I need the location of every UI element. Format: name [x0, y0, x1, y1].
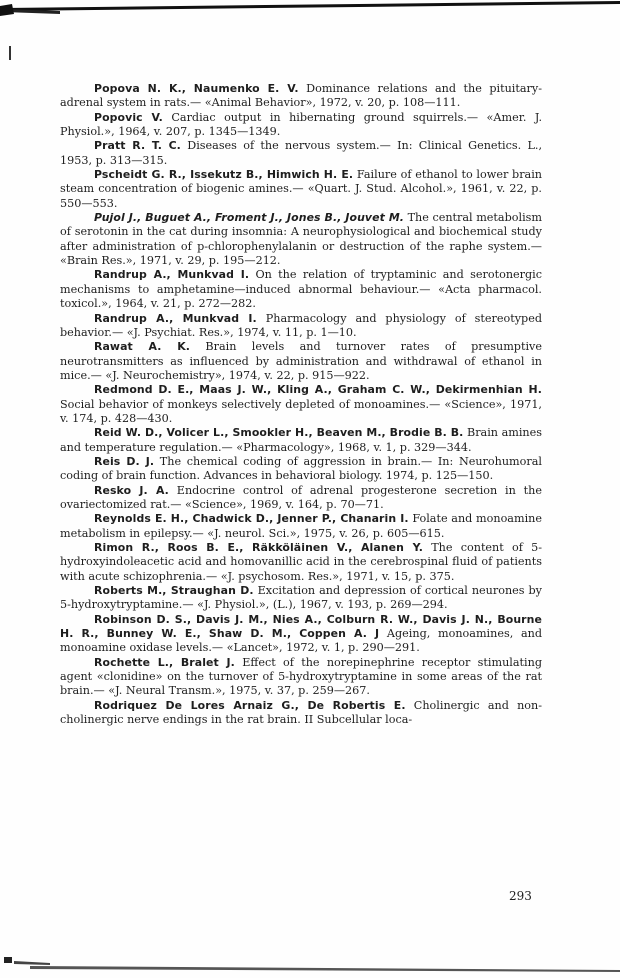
reference-text: Brain levels and turnover rates of presumptive neurotransmitters as influenced by administration and withdrawal of ethanol in mice.— «J. Neurochemistry», 1974, v. 22, p. 915—922.: [60, 340, 542, 382]
reference-entry: [60, 512, 542, 541]
reference-text: Folate and monoamine metabolism in epilepsy.— «J. neurol. Sci.», 1975, v. 26, p. 605—615.: [60, 512, 542, 540]
reference-authors: Randrup A., Munkvad I.: [94, 268, 250, 282]
reference-text: Pharmacology and physiology of stereotyped behavior.— «J. Psychiat. Res.», 1974, v. 11, p. 1—10.: [60, 311, 542, 339]
reference-entry: [60, 541, 542, 584]
reference-entry: [60, 139, 542, 168]
reference-authors: Rodriquez De Lores Arnaiz G., De Robertis E.: [94, 698, 406, 712]
reference-text: Excitation and depression of cortical neurones by 5-hydroxytryptamine.— «J. Physiol.», (L.), 1967, v. 193, p. 269—294.: [60, 584, 542, 612]
margin-mark: [9, 46, 11, 60]
reference-entry: [60, 383, 542, 426]
reference-authors: Pujol J., Buguet A., Froment J., Jones B., Jouvet M.: [94, 211, 404, 225]
reference-entry: [60, 584, 542, 613]
reference-text: Endocrine control of adrenal progesterone secretion in the ovariectomized rat.— «Science», 1969, v. 164, p. 70—71.: [60, 483, 543, 511]
reference-entry: [60, 111, 542, 140]
reference-authors: Roberts M., Straughan D.: [94, 584, 254, 598]
reference-authors: Redmond D. E., Maas J. W., Kling A., Graham C. W., Dekirmenhian H.: [94, 383, 542, 397]
reference-entry: [60, 699, 542, 728]
reference-text: Brain amines and temperature regulation.— «Pharmacology», 1968, v. 1, p. 329—344.: [60, 426, 542, 454]
reference-text: Cholinergic and non-cholinergic nerve endings in the rat brain. II Subcellular loca-: [60, 698, 542, 727]
reference-entry: [60, 656, 542, 699]
reference-text: Effect of the norepinephrine receptor stimulating agent «clonidine» on the turnover of 5-hydroxytryptamine in some areas of the rat brain.— «J. Neural Transm.», 1975, v. 37, p. 259—267.: [60, 655, 542, 698]
reference-authors: Popova N. K., Naumenko E. V.: [94, 82, 299, 95]
reference-authors: Reynolds E. H., Chadwick D., Jenner P., Chanarin I.: [94, 512, 409, 526]
reference-entry: [60, 211, 542, 268]
reference-authors: Pscheidt G. R., Issekutz B., Himwich H. E.: [94, 168, 354, 182]
reference-entry: [60, 455, 542, 484]
reference-authors: Rawat A. K.: [94, 340, 190, 354]
reference-authors: Reis D. J.: [94, 454, 155, 468]
reference-text: The chemical coding of aggression in brain.— In: Neurohumoral coding of brain function. Advances in behavioral biology. 1974, p. 125—150.: [60, 454, 542, 483]
page-number: 293: [509, 889, 532, 903]
reference-entry: [60, 340, 542, 383]
reference-authors: Reid W. D., Volicer L., Smookler H., Beaven M., Brodie B. B.: [94, 426, 464, 440]
reference-authors: Robinson D. S., Davis J. M., Nies A., Colburn R. W., Davis J. N., Bourne H. R., Bunney W. E., Shaw D. M., Coppen A. J: [60, 612, 542, 641]
reference-text: On the relation of tryptaminic and serotonergic mechanisms to amphetamine—induced abnormal behaviour.— «Acta pharmacol. toxicol.», 1964, v. 21, p. 272—282.: [60, 268, 542, 311]
reference-authors: Resko J. A.: [94, 483, 169, 497]
reference-entry: [60, 484, 542, 513]
reference-authors: Randrup A., Munkvad I.: [94, 311, 257, 325]
reference-text: Failure of ethanol to lower brain steam concentration of biogenic amines.— «Quart. J. Stud. Alcohol.», 1961, v. 22, p. 550—553.: [60, 168, 542, 210]
reference-text: Diseases of the nervous system.— In: Clinical Genetics. L., 1953, p. 313—315.: [60, 139, 543, 167]
references-list: [60, 82, 542, 727]
reference-entry: [60, 268, 542, 311]
reference-entry: [60, 426, 542, 455]
reference-text: The central metabolism of serotonin in the cat during insomnia: A neurophysiological and biochemical study after administration of p-chlorophenylalanin or destruction of the raphe system.— «Brain Res.», 1971, v. 29, p. 195—212.: [60, 211, 542, 268]
reference-entry: [60, 82, 542, 111]
reference-authors: Rochette L., Bralet J.: [94, 655, 235, 669]
reference-text: Ageing, monoamines, and monoamine oxidase levels.— «Lancet», 1972, v. 1, p. 290—291.: [60, 627, 542, 655]
reference-authors: Popovic V.: [94, 110, 163, 124]
reference-text: Social behavior of monkeys selectively depleted of monoamines.— «Science», 1971, v. 174, p. 428—430.: [60, 397, 542, 425]
reference-text: The content of 5-hydroxyindoleacetic acid and homovanillic acid in the cerebrospinal fluid of patients with acute schizophrenia.— «J. psychosom. Res.», 1971, v. 15, p. 375.: [60, 541, 542, 583]
reference-authors: Pratt R. T. C.: [94, 139, 181, 153]
reference-authors: Rimon R., Roos B. E., Räkköläinen V., Alanen Y.: [94, 541, 423, 554]
reference-entry: [60, 613, 542, 656]
scan-top-edge: [0, 0, 620, 22]
scan-bottom-edge: [0, 953, 620, 978]
reference-text: Cardiac output in hibernating ground squirrels.— «Amer. J. Physiol.», 1964, v. 207, p. 1345—1349.: [60, 110, 543, 139]
reference-entry: [60, 168, 542, 211]
reference-entry: [60, 312, 542, 341]
reference-text: Dominance relations and the pituitary-adrenal system in rats.— «Animal Behavior», 1972, v. 20, p. 108—111.: [60, 82, 542, 110]
